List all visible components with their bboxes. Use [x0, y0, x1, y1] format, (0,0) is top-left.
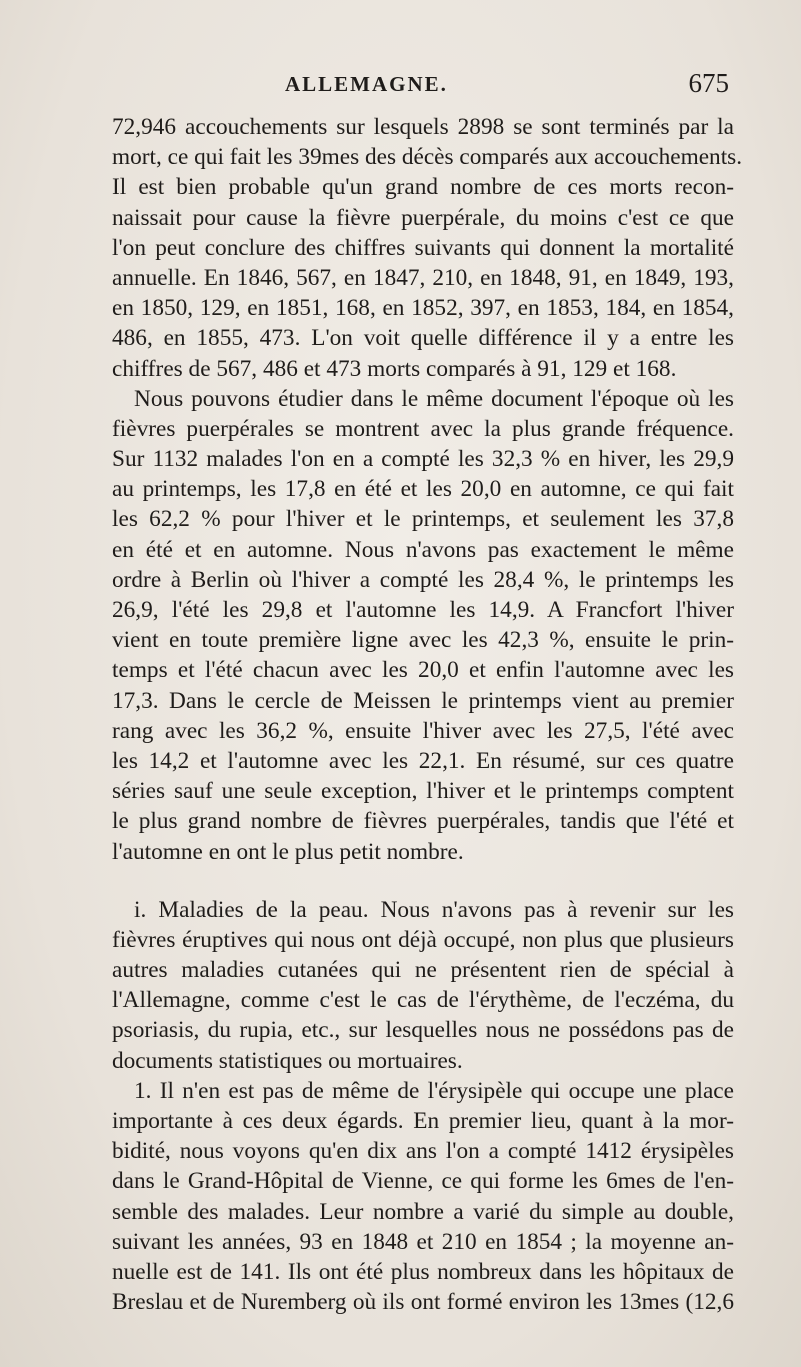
text-line: semble des malades. Leur nombre a varié du simple au double, [112, 1198, 734, 1225]
text-line: documents statistiques ou mortuaires. [112, 1047, 463, 1074]
text-line: séries sauf une seule exception, l'hiver et le printemps comptent [112, 778, 734, 805]
text-line: les 14,2 et l'automne avec les 22,1. En résumé, sur ces quatre [112, 747, 734, 774]
text-line: les 62,2 % pour l'hiver et le printemps, et seulement les 37,8 [112, 506, 734, 533]
paragraph-puerperal-mortality [112, 112, 743, 384]
section-gap [112, 867, 734, 895]
paragraph-erysipelas [112, 1076, 734, 1318]
text-line: Il est bien probable qu'un grand nombre de ces morts recon- [112, 174, 734, 201]
text-line: 17,3. Dans le cercle de Meissen le printemps vient au premier [112, 687, 734, 714]
text-line: 486, en 1855, 473. L'on voit quelle différence il y a entre les [112, 325, 734, 352]
text-line: chiffres de 567, 486 et 473 morts comparés à 91, 129 et 168. [112, 355, 677, 382]
text-line: fièvres éruptives qui nous ont déjà occupé, non plus que plusieurs [112, 926, 734, 953]
text-line: 26,9, l'été les 29,8 et l'automne les 14,9. A Francfort l'hiver [112, 597, 734, 623]
paragraph-seasonal-frequency [112, 384, 734, 867]
body-text [112, 112, 743, 1317]
text-line: i. Maladies de la peau. Nous n'avons pas à revenir sur les [134, 896, 734, 923]
text-line: importante à ces deux égards. En premier lieu, quant à la mor- [112, 1108, 734, 1134]
text-line: l'automne en ont le plus petit nombre. [112, 838, 464, 865]
text-line: l'Allemagne, comme c'est le cas de l'érythème, de l'eczéma, du [112, 987, 734, 1014]
text-line: en 1850, 129, en 1851, 168, en 1852, 397, en 1853, 184, en 1854, [112, 295, 734, 322]
text-line: ordre à Berlin où l'hiver a compté les 28,4 %, le printemps les [112, 566, 734, 593]
text-line: Sur 1132 malades l'on en a compté les 32,3 % en hiver, les 29,9 [112, 446, 734, 473]
text-line: bidité, nous voyons qu'en dix ans l'on a compté 1412 érysipèles [112, 1138, 734, 1165]
text-line: annuelle. En 1846, 567, en 1847, 210, en 1848, 91, en 1849, 193, [112, 264, 734, 291]
text-line: psoriasis, du rupia, etc., sur lesquelles nous ne possédons pas de [112, 1017, 734, 1044]
text-line: 72,946 accouchements sur lesquels 2898 se sont terminés par la [112, 114, 734, 140]
text-line: naissait pour cause la fièvre puerpérale, du moins c'est ce que [112, 204, 734, 231]
text-line: le plus grand nombre de fièvres puerpérales, tandis que l'été et [112, 808, 734, 835]
text-line: Breslau et de Nuremberg où ils ont formé environ les 13mes (12,6 [112, 1289, 734, 1316]
text-line: temps et l'été chacun avec les 20,0 et enfin l'automne avec les [112, 657, 734, 684]
text-line: au printemps, les 17,8 en été et les 20,0 en automne, ce qui fait [112, 476, 734, 503]
paragraph-skin-diseases [112, 895, 734, 1076]
running-title: ALLEMAGNE. [285, 72, 448, 96]
text-line: en été et en automne. Nous n'avons pas exactement le même [112, 536, 734, 563]
text-line: Nous pouvons étudier dans le même document l'époque où les [134, 385, 734, 412]
text-line: vient en toute première ligne avec les 42,3 %, ensuite le prin- [112, 627, 734, 654]
page-number: 675 [688, 68, 729, 98]
text-line: 1. Il n'en est pas de même de l'érysipèle qui occupe une place [134, 1077, 734, 1104]
text-line: suivant les années, 93 en 1848 et 210 en 1854 ; la moyenne an- [112, 1228, 734, 1255]
text-line: nuelle est de 141. Ils ont été plus nombreux dans les hôpitaux de [112, 1258, 734, 1285]
page-header [0, 68, 801, 102]
text-line: l'on peut conclure des chiffres suivants qui donnent la mortalité [112, 234, 734, 261]
text-line: autres maladies cutanées qui ne présentent rien de spécial à [112, 957, 734, 984]
text-line: fièvres puerpérales se montrent avec la plus grande fréquence. [112, 415, 734, 442]
text-line: dans le Grand-Hôpital de Vienne, ce qui forme les 6mes de l'en- [112, 1168, 734, 1195]
text-line: rang avec les 36,2 %, ensuite l'hiver avec les 27,5, l'été avec [112, 717, 734, 744]
text-line: mort, ce qui fait les 39mes des décès comparés aux accouchements. [112, 144, 743, 171]
